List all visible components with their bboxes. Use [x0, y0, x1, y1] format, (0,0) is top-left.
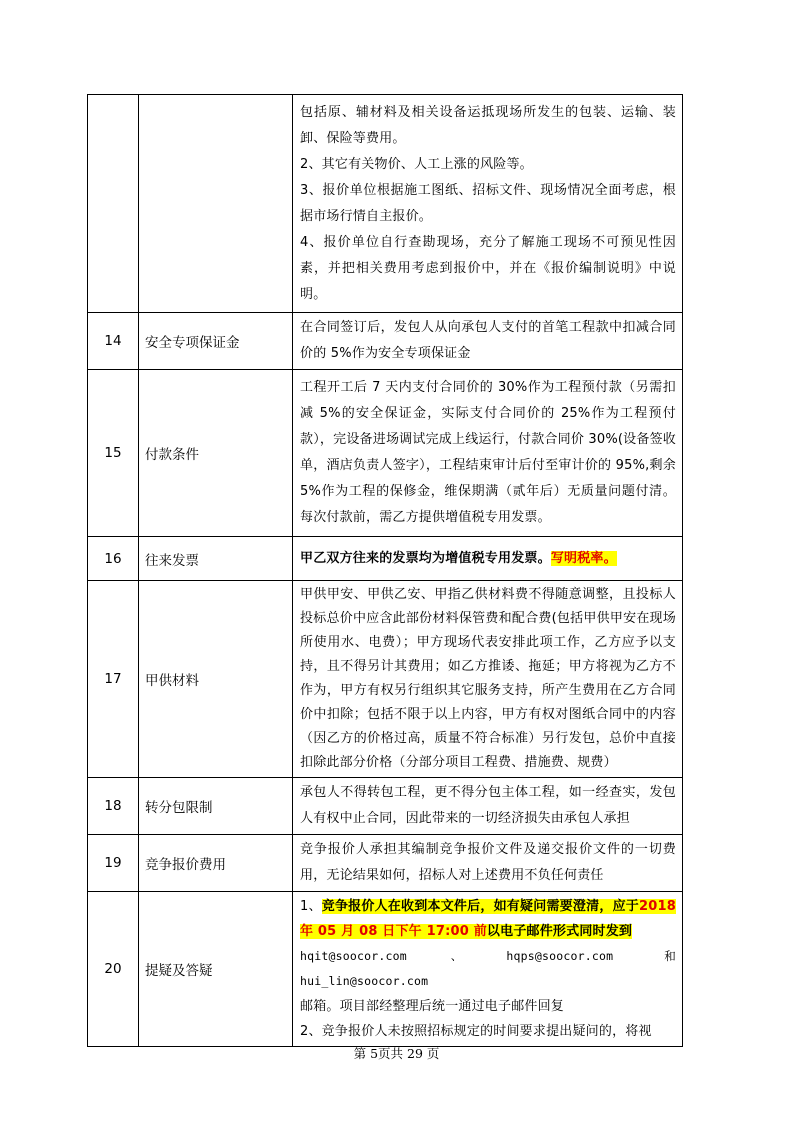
- row-number: [88, 95, 139, 313]
- bold-statement: 甲乙双方往来的发票均为增值税专用发票。: [300, 550, 551, 566]
- content-line: 邮箱。项目部经整理后统一通过电子邮件回复: [300, 999, 565, 1014]
- table-row: [88, 95, 683, 313]
- row-number: 15: [88, 370, 139, 537]
- content-line: 承包人不得转包工程，更不得分包主体工程，如一经查实，发包人有权中止合同，因此带来的一切经济损失由承包人承担: [300, 785, 676, 826]
- bold-notice: 以电子邮件形式同时发到: [486, 924, 633, 939]
- row-content: [293, 892, 683, 1047]
- table-row: [88, 892, 683, 1047]
- row-number: 14: [88, 313, 139, 370]
- row-label: 提疑及答疑: [139, 892, 293, 1047]
- row-label: 竞争报价费用: [139, 835, 293, 892]
- email-addresses: hqit@soocor.com、hqps@soocor.com 和 hui_lin@soocor.com: [300, 949, 676, 988]
- table-row: [88, 537, 683, 581]
- content-line: 2、竞争报价人未按照招标规定的时间要求提出疑问的，将视: [300, 1024, 652, 1039]
- content-line: 4、报价单位自行查勘现场，充分了解施工现场不可预见性因素，并把相关费用考虑到报价中，并在《报价编制说明》中说明。: [300, 234, 676, 302]
- row-label: 甲供材料: [139, 581, 293, 778]
- row-content: [293, 835, 683, 892]
- row-content: [293, 370, 683, 537]
- row-content: [293, 95, 683, 313]
- bold-notice: 竞争报价人在收到本文件后，如有疑问需要澄清，应于: [321, 899, 640, 914]
- row-number: 17: [88, 581, 139, 778]
- row-label: 付款条件: [139, 370, 293, 537]
- content-line: 竞争报价人承担其编制竞争报价文件及递交报价文件的一切费用，无论结果如何，招标人对上述费用不负任何责任: [300, 842, 676, 883]
- row-content: [293, 778, 683, 835]
- table-row: [88, 778, 683, 835]
- row-number: 20: [88, 892, 139, 1047]
- row-content: [293, 581, 683, 778]
- highlight-note: 写明税率。: [550, 550, 617, 566]
- document-table: [87, 94, 683, 1047]
- table-row: [88, 370, 683, 537]
- row-number: 16: [88, 537, 139, 581]
- content-line: [300, 546, 676, 572]
- table-row: [88, 835, 683, 892]
- row-label: [139, 95, 293, 313]
- row-content: [293, 537, 683, 581]
- content-line: 工程开工后 7 天内支付合同价的 30%作为工程预付款（另需扣减 5%的安全保证金，实际支付合同价的 25%作为工程预付款），完设备进场调试完成上线运行，付款合同价 30%(设备签收单，酒店负责人签字），工程结束审计后付至审计价的 95%,剩余 5%作为工程的保修金，维保期满（贰年后）无质量问题付清。每次付款前，需乙方提供增值税专用发票。: [300, 380, 676, 525]
- row-label: 安全专项保证金: [139, 313, 293, 370]
- content-line: 2、其它有关物价、人工上涨的风险等。: [300, 156, 533, 172]
- row-number: 19: [88, 835, 139, 892]
- row-number: 18: [88, 778, 139, 835]
- deadline-date: 2018 年 05 月 08 日下午 17:00 前: [300, 899, 676, 939]
- row-label: 往来发票: [139, 537, 293, 581]
- table-row: [88, 581, 683, 778]
- content-line: 在合同签订后，发包人从向承包人支付的首笔工程款中扣减合同价的 5%作为安全专项保证金: [300, 320, 676, 361]
- item-prefix: 1、: [300, 899, 322, 914]
- page-footer: 第 5页共 29 页: [353, 1046, 440, 1061]
- row-label: 转分包限制: [139, 778, 293, 835]
- content-line: 甲供甲安、甲供乙安、甲指乙供材料费不得随意调整，且投标人投标总价中应含此部份材料保管费和配合费(包括甲供甲安在现场所使用水、电费）；甲方现场代表安排此项工作，乙方应予以支持，且不得另计其费用；如乙方推诿、拖延；甲方将视为乙方不作为，甲方有权另行组织其它服务支持，所产生费用在乙方合同价中扣除；包括不限于以上内容，甲方有权对图纸合同中的内容（因乙方的价格过高，质量不符合标准）另行发包，总价中直接扣除此部分价格（分部分项目工程费、措施费、规费）: [300, 587, 676, 770]
- content-line: 包括原、辅材料及相关设备运抵现场所发生的包装、运输、装卸、保险等费用。: [300, 104, 676, 146]
- table-row: [88, 313, 683, 370]
- content-line: [300, 894, 676, 944]
- row-content: [293, 313, 683, 370]
- content-line: 3、报价单位根据施工图纸、招标文件、现场情况全面考虑，根据市场行情自主报价。: [300, 182, 676, 224]
